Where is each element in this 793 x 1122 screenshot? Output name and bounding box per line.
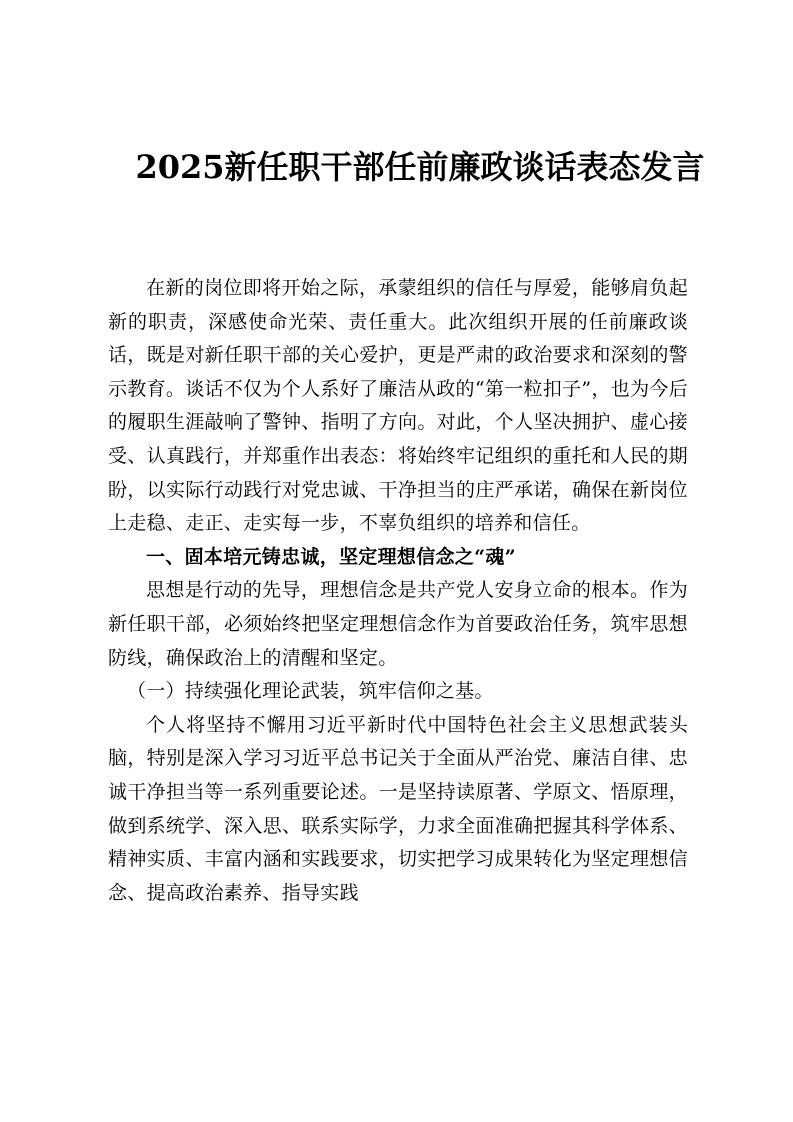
paragraph-subsection-1-1: 个人将坚持不懈用习近平新时代中国特色社会主义思想武装头脑，特别是深入学习习近平总书记关于全面从严治党、廉洁自律、忠诚干净担当等一系列重要论述。一是坚持读原著、学原文、悟原理，做到系统学、深入思、联系实际学，力求全面准确把握其科学体系、精神实质、丰富内涵和实践要求，切实把学习成果转化为坚定理想信念、提高政治素养、指导实践 [108,713,688,904]
paragraph-section-1: 思想是行动的先导，理想信念是共产党人安身立命的根本。作为新任职干部，必须始终把坚定理想信念作为首要政治任务，筑牢思想防线，确保政治上的清醒和坚定。 [108,579,688,669]
document-body [108,272,688,910]
paragraph-intro: 在新的岗位即将开始之际，承蒙组织的信任与厚爱，能够肩负起新的职责，深感使命光荣、责任重大。此次组织开展的任前廉政谈话，既是对新任职干部的关心爱护，更是严肃的政治要求和深刻的警示教育。谈话不仅为个人系好了廉洁从政的“第一粒扣子”，也为今后的履职生涯敲响了警钟、指明了方向。对此，个人坚决拥护、虚心接受、认真践行，并郑重作出表态：将始终牢记组织的重托和人民的期盼，以实际行动践行对党忠诚、干净担当的庄严承诺，确保在新岗位上走稳、走正、走实每一步，不辜负组织的培养和信任。 [108,277,688,535]
subsection-heading-1-1: （一）持续强化理论武装，筑牢信仰之基。 [127,680,494,703]
document-title: 2025新任职干部任前廉政谈话表态发言 [135,148,705,186]
section-heading-1: 一、固本培元铸忠诚，坚定理想信念之“魂” [146,545,516,568]
